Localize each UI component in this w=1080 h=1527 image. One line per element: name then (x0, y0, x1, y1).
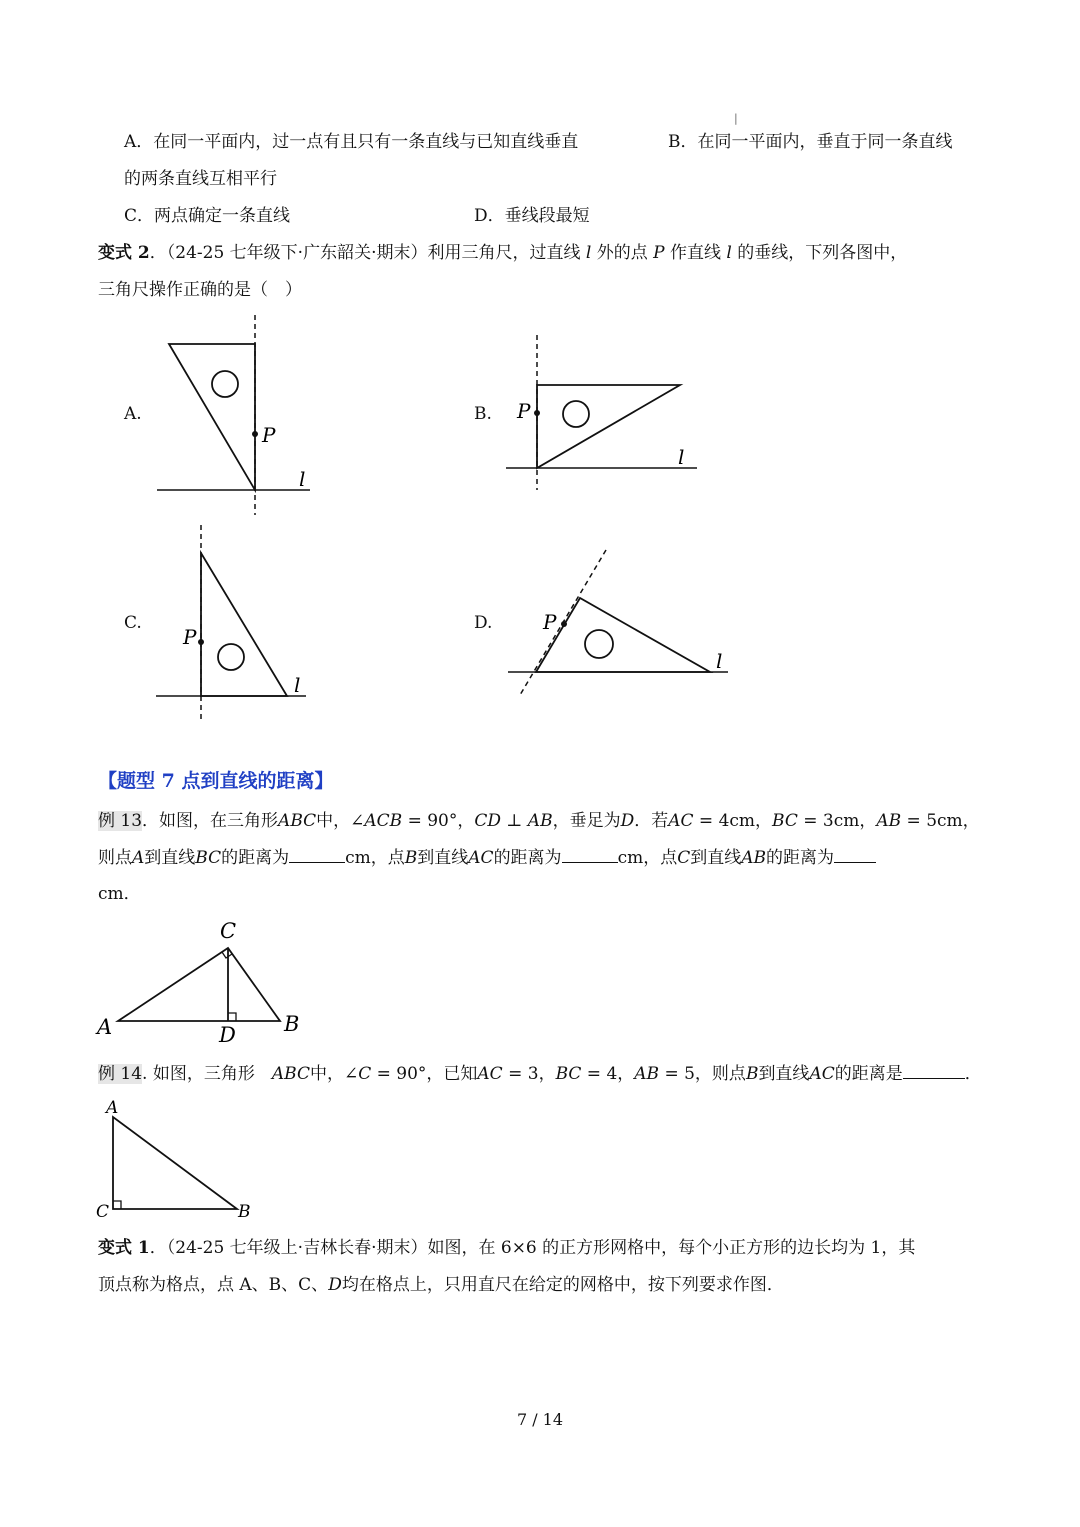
page-number: 7 / 14 (516, 1410, 564, 1429)
figure-option-d (500, 545, 735, 700)
variant2-source: ．（24-25 七年级下·广东韶关·期末）利用三角尺，过直线 (149, 243, 581, 263)
ex13-text: = 90°， (402, 811, 475, 831)
ex13-text: ．若 (634, 811, 669, 831)
ex13-math: AC (668, 811, 694, 831)
ex14-math: BC (555, 1064, 582, 1084)
ex13-text: = 3cm， (797, 811, 877, 831)
triangle-abc (118, 948, 280, 1021)
ex14-math: B (745, 1064, 759, 1084)
point-p-dot (561, 621, 567, 627)
answer-blank-4[interactable] (903, 1062, 965, 1079)
option-a-text: A．在同一平面内，过一点有且只有一条直线与已知直线垂直 (124, 132, 579, 152)
ex13-math: BC (772, 811, 798, 831)
ex13-text: cm，点 (617, 848, 678, 868)
ex13-math: AC (468, 848, 494, 868)
variant2-text: 的垂线，下列各图中， (737, 243, 908, 263)
ex14-text: = 5，则点 (659, 1064, 746, 1084)
right-angle-mark-c (113, 1201, 121, 1209)
variant1-tag: 变式 1 (98, 1238, 150, 1258)
figure-example13 (92, 915, 322, 1050)
variant1-text: 顶点称为格点，点 A、B、C、 (98, 1275, 329, 1295)
section-heading: 【题型 7 点到直线的距离】 (98, 770, 334, 792)
example13-line3: cm． (98, 884, 141, 904)
ex14-math: C (358, 1064, 372, 1084)
ex14-text: = 4， (581, 1064, 635, 1084)
figure-option-b (500, 330, 710, 495)
point-p-dot (534, 410, 540, 416)
ex13-text: ，垂足为 (552, 811, 621, 831)
ex13-text: 则点 (98, 848, 132, 868)
variant1-math: D (328, 1275, 342, 1295)
example13-line2 (98, 846, 876, 870)
label-d: D (219, 1023, 236, 1047)
ex14-text: 到直线 (758, 1064, 810, 1084)
ex13-text: 的距离为 (221, 848, 290, 868)
variant1-line2 (98, 1273, 784, 1297)
ex13-math: B (404, 848, 418, 868)
label-l: l (678, 445, 685, 469)
ruler-hole (212, 371, 238, 397)
fig-option-a-label: A. (124, 404, 142, 424)
figure-option-c (150, 520, 320, 725)
variant1-text: 均在格点上，只用直尺在给定的网格中，按下列要求作图． (341, 1275, 784, 1295)
fig-option-c-label: C. (124, 613, 142, 633)
option-d-text: D．垂线段最短 (474, 206, 590, 226)
point-p-dot (252, 431, 258, 437)
ex13-text: = 4cm， (693, 811, 773, 831)
ex13-math: A (132, 848, 145, 868)
label-p: P (543, 610, 557, 634)
ex13-text: 到直线 (417, 848, 469, 868)
ruler-hole (585, 630, 613, 658)
ex13-math: AB (876, 811, 902, 831)
example14-line1 (98, 1062, 982, 1086)
ex13-text: 到直线 (690, 848, 742, 868)
ex14-text: . 如图，三角形 (142, 1064, 272, 1084)
option-b-text: B．在同一平面内，垂直于同一条直线 (668, 132, 953, 152)
figure-example14 (92, 1095, 262, 1225)
triangle-ruler (537, 385, 680, 468)
ex14-math: ABC (271, 1064, 310, 1084)
label-p: P (183, 625, 197, 649)
ex13-text: 的距离为 (766, 848, 835, 868)
label-c: C (96, 1202, 110, 1222)
variant2-line1 (98, 241, 907, 265)
triangle-ruler (201, 553, 287, 696)
ex14-text: 的距离是 (834, 1064, 903, 1084)
example13-line1 (98, 809, 980, 833)
answer-blank-2[interactable] (562, 846, 618, 863)
ex14-text: = 90°，已知 (371, 1064, 478, 1084)
ex13-text: 到直线 (144, 848, 196, 868)
label-l: l (299, 467, 306, 491)
variant1-text: ．（24-25 七年级上·吉林长春·期末）如图，在 6×6 的正方形网格中，每个小正方形的边长均为 1，其 (149, 1238, 916, 1258)
ex14-math: AC (477, 1064, 503, 1084)
ex14-text: 中，∠ (309, 1064, 359, 1084)
ex14-text: = 3， (502, 1064, 556, 1084)
fig-option-d-label: D. (474, 613, 493, 633)
right-angle-mark-d (228, 1013, 236, 1021)
triangle-abc (113, 1117, 237, 1209)
top-mark: | (734, 112, 738, 125)
variant2-line2: 三角尺操作正确的是（ ） (98, 280, 302, 300)
label-p: P (262, 423, 276, 447)
ex13-math: ACB (364, 811, 403, 831)
answer-blank-1[interactable] (289, 846, 345, 863)
variant1-line1 (98, 1236, 915, 1260)
ex13-text: = 5cm， (901, 811, 980, 831)
label-c: C (220, 919, 237, 943)
fig-option-b-label: B. (474, 404, 492, 424)
ex13-math: D (620, 811, 635, 831)
figure-option-a (150, 310, 330, 520)
point-p-dot (198, 639, 204, 645)
var-l: l (585, 243, 592, 263)
ruler-hole (563, 401, 589, 427)
example13-tag: 例 13 (98, 811, 143, 831)
label-l: l (716, 649, 723, 673)
option-b-continuation: 的两条直线互相平行 (124, 169, 277, 189)
ex13-text: 中，∠ (316, 811, 365, 831)
label-a: A (106, 1098, 119, 1118)
ex13-math: C (677, 848, 691, 868)
label-a: A (97, 1015, 113, 1039)
ex14-math: AC (809, 1064, 835, 1084)
ex13-math: ABC (278, 811, 317, 831)
option-c-text: C．两点确定一条直线 (124, 206, 291, 226)
ex13-math: AB (527, 811, 553, 831)
ex13-text: cm，点 (345, 848, 405, 868)
ex13-math: AB (741, 848, 767, 868)
label-b: B (238, 1202, 251, 1222)
variant2-text: 外的点 (596, 243, 648, 263)
triangle-ruler (536, 598, 710, 672)
label-l: l (294, 673, 301, 697)
ex13-text: 的距离为 (493, 848, 562, 868)
answer-blank-3[interactable] (834, 846, 876, 863)
var-p: P (653, 243, 665, 263)
ex13-math: CD (474, 811, 501, 831)
ruler-hole (218, 644, 244, 670)
variant2-text: 作直线 (669, 243, 721, 263)
ex13-math: BC (195, 848, 222, 868)
example14-tag: 例 14 (98, 1064, 143, 1084)
ex13-text: ．如图，在三角形 (142, 811, 279, 831)
ex14-math: AB (634, 1064, 660, 1084)
ex13-text: ⊥ (501, 811, 528, 831)
var-l: l (726, 243, 732, 263)
ex14-text: ． (964, 1064, 982, 1084)
variant2-tag: 变式 2 (98, 243, 150, 263)
triangle-ruler (169, 344, 255, 490)
label-b: B (284, 1012, 300, 1036)
label-p: P (517, 399, 531, 423)
